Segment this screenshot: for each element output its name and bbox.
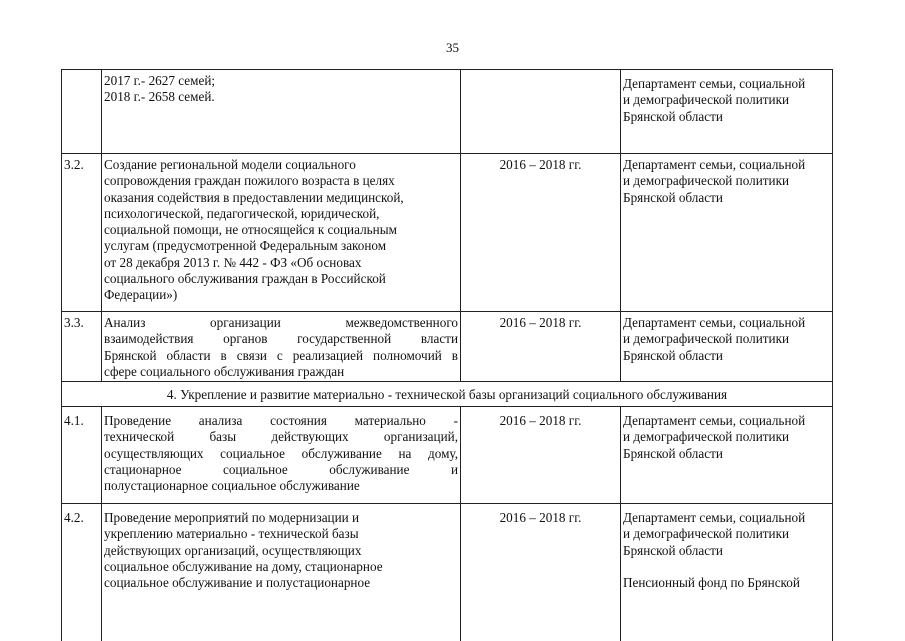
measure-text (101, 312, 460, 382)
measure-text (101, 407, 460, 504)
executor-line: и демографической политики (623, 429, 790, 445)
row-number: 3.2. (61, 154, 101, 312)
page-number: 35 (446, 40, 459, 55)
text-line: социальной помощи, не относящейся к социальным (104, 222, 397, 238)
text-line: оказания содействия в предоставлении медицинской, (104, 189, 404, 205)
executor (620, 154, 833, 312)
executor-line: Брянской области (623, 542, 723, 558)
text-line: сфере социального обслуживания граждан (104, 363, 345, 379)
text-line: Федерации») (104, 287, 178, 303)
executor (620, 407, 833, 504)
text-line: стационарное социальное обслуживание и (104, 461, 458, 477)
period: 2016 – 2018 гг. (460, 312, 620, 382)
text-line: осуществляющих социальное обслуживание на дому, (104, 445, 458, 461)
table-row (61, 503, 833, 641)
row-number: 4.2. (61, 504, 101, 641)
text-line: Создание региональной модели социального (104, 157, 356, 172)
text-line: Проведение анализа состояния материально - (104, 413, 458, 428)
text-line: социальное обслуживание на дому, стационарное (104, 558, 383, 574)
executor-line: и демографической политики (623, 173, 790, 189)
period (460, 70, 620, 154)
text-line: социального обслуживания граждан в Российской (104, 271, 386, 287)
executor-line: Пенсионный фонд по Брянской (623, 575, 800, 591)
row-number: 3.3. (61, 312, 101, 382)
period: 2016 – 2018 гг. (460, 407, 620, 504)
measures-table (61, 69, 833, 640)
text-line: от 28 декабря 2013 г. № 442 - ФЗ «Об основах (104, 254, 362, 270)
text-line: сопровождения граждан пожилого возраста в целях (104, 173, 395, 189)
executor-line: Департамент семьи, социальной (623, 157, 806, 172)
table-row (61, 406, 833, 504)
section-title: 4. Укрепление и развитие материально - технической базы организаций социального обслуживания (61, 382, 833, 407)
executor-line: и демографической политики (623, 526, 790, 542)
text-line: действующих организаций, осуществляющих (104, 542, 362, 558)
executor-line: Департамент семьи, социальной (623, 413, 806, 428)
executor-line: Брянской области (623, 445, 723, 461)
text-line: Проведение мероприятий по модернизации и (104, 510, 360, 525)
text-line: социальное обслуживание и полустационарное (104, 575, 371, 591)
executor-line: и демографической политики (623, 92, 790, 108)
executor-line: и демографической политики (623, 331, 790, 347)
text-line: услугам (предусмотренной Федеральным законом (104, 238, 387, 254)
text-line: взаимодействия органов государственной власти (104, 331, 458, 347)
measure-text (101, 504, 460, 641)
row-number: 4.1. (61, 407, 101, 504)
executor-line: Департамент семьи, социальной (623, 510, 806, 525)
executor (620, 70, 833, 154)
section-header-row (61, 381, 833, 407)
text-line: укреплению материально - технической базы (104, 526, 359, 542)
executor-line: Департамент семьи, социальной (623, 315, 806, 330)
period: 2016 – 2018 гг. (460, 504, 620, 641)
executor (620, 504, 833, 641)
measure-text (101, 154, 460, 312)
executor-line: Брянской области (623, 347, 723, 363)
text-line: Брянской области в связи с реализацией полномочий в (104, 347, 458, 363)
executor-line-blank (623, 559, 832, 575)
text-line: технической базы действующих организаций, (104, 429, 458, 445)
table-row (61, 311, 833, 382)
text-line: психологической, педагогической, юридической, (104, 205, 380, 221)
executor-line: Департамент семьи, социальной (623, 76, 806, 91)
table-row (61, 153, 833, 312)
table-row (61, 69, 833, 154)
measure-text (101, 70, 460, 154)
row-number (61, 70, 101, 154)
text-line: полустационарное социальное обслуживание (104, 478, 360, 494)
executor-line: Брянской области (623, 108, 723, 124)
text-line: 2018 г.- 2658 семей. (104, 89, 215, 105)
text-line: Анализ организации межведомственного (104, 315, 458, 330)
text-line: 2017 г.- 2627 семей; (104, 73, 216, 88)
period: 2016 – 2018 гг. (460, 154, 620, 312)
executor-line: Брянской области (623, 189, 723, 205)
executor (620, 312, 833, 382)
